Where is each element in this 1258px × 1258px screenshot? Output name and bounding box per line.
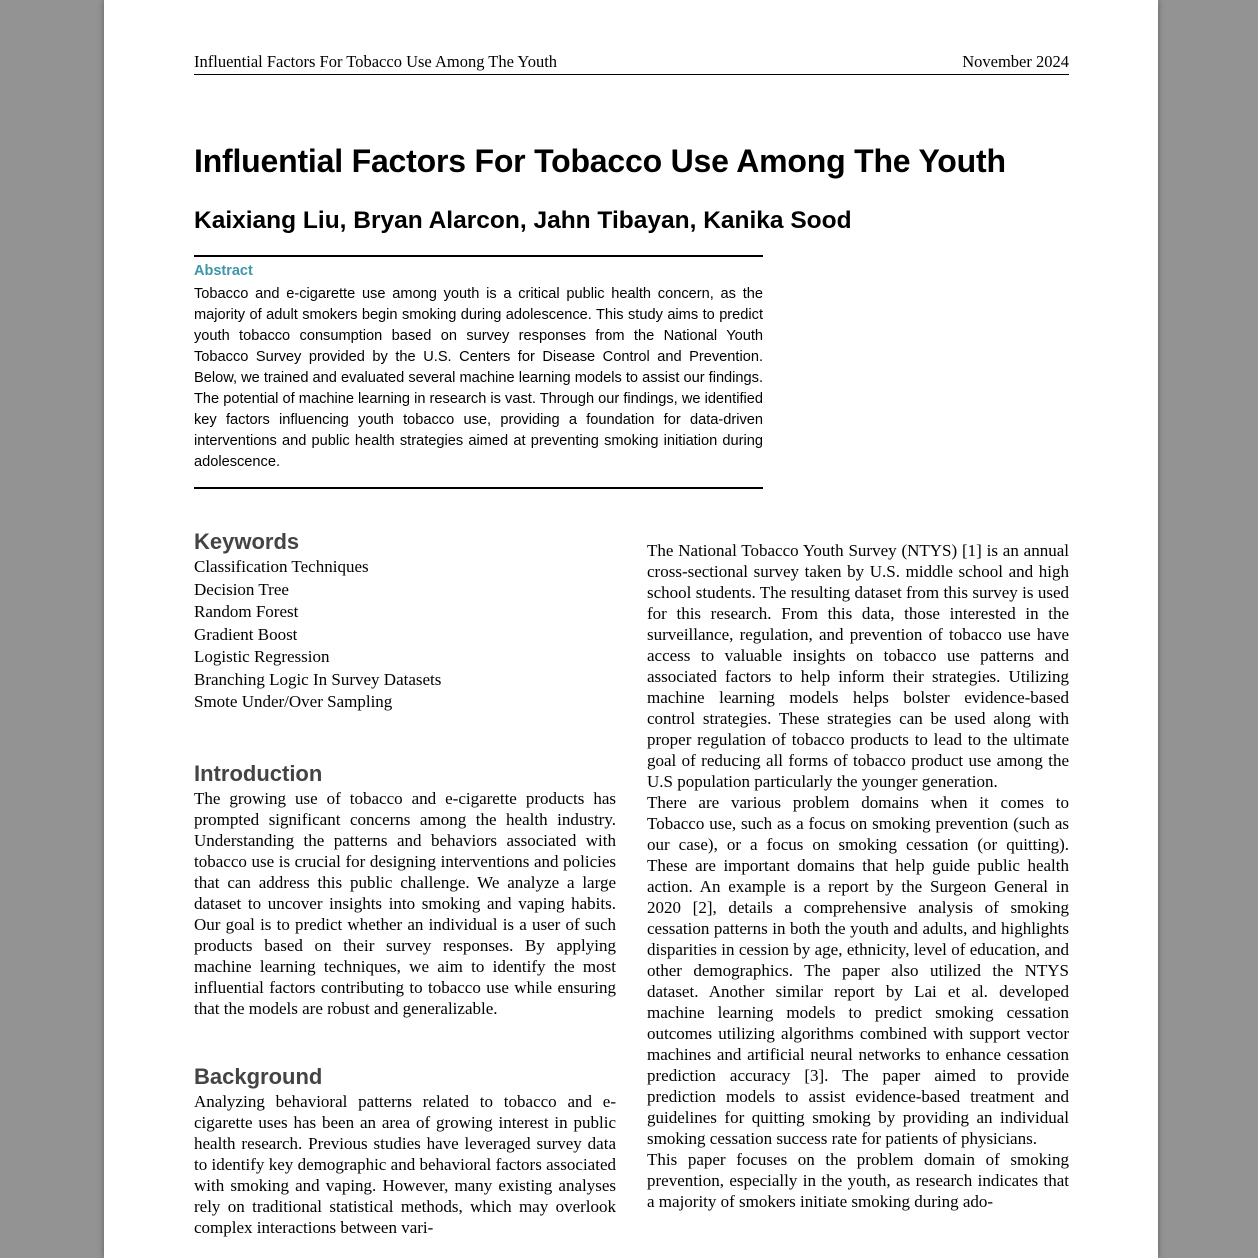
keyword-item: Random Forest	[194, 602, 299, 621]
abstract-bottom-rule	[194, 487, 763, 489]
left-column	[194, 528, 616, 1238]
abstract-label: Abstract	[194, 263, 253, 279]
introduction-heading: Introduction	[194, 760, 323, 786]
keywords-list	[194, 556, 616, 714]
background-text: Analyzing behavioral patterns related to tobacco and e-cigarette uses has been an area of growing interest in public health research. Previous studies have leveraged survey data to identify key demographic and behavioral factors associated with smoking and vaping. However, many existing analyses rely on traditional statistical methods, which may overlook complex interactions between vari-	[194, 1091, 616, 1237]
paper-title: Influential Factors For Tobacco Use Among The Youth	[194, 143, 1006, 179]
keyword-item: Decision Tree	[194, 579, 289, 599]
body-paragraph: This paper focuses on the problem domain of smoking prevention, especially in the youth, as research indicates that a majority of smokers initiate smoking during ado-	[647, 1150, 1069, 1211]
keyword-item: Logistic Regression	[194, 647, 330, 666]
running-title: Influential Factors For Tobacco Use Among The Youth	[194, 52, 558, 71]
keyword-item: Classification Techniques	[194, 557, 369, 576]
right-column	[647, 540, 1069, 1212]
abstract-text: Tobacco and e-cigarette use among youth is a critical public health concern, as the majority of adult smokers begin smoking during adolescence. This study aims to predict youth tobacco consumption based on survey responses from the National Youth Tobacco Survey provided by the U.S. Centers for Disease Control and Prevention. Below, we trained and evaluated several machine learning models to assist our findings. The potential of machine learning in research is vast. Through our findings, we identified key factors influencing youth tobacco use, providing a foundation for data-driven interventions and public health strategies aimed at preventing smoking initiation during adolescence.	[194, 286, 763, 470]
running-header	[194, 52, 1069, 75]
keywords-heading: Keywords	[194, 529, 300, 554]
author-list: Kaixiang Liu, Bryan Alarcon, Jahn Tibayan, Kanika Sood	[194, 207, 852, 234]
body-paragraph: There are various problem domains when it comes to Tobacco use, such as a focus on smoking prevention (such as our case), or a focus on smoking cessation (or quitting). These are important domains that help guide public health action. An example is a report by the Surgeon General in 2020 [2], details a comprehensive analysis of smoking cessation patterns in both the youth and adults, and highlights disparities in cession by age, ethnicity, level of education, and other demographics. The paper also utilized the NTYS dataset. Another similar report by Lai et al. developed machine learning models to predict smoking cessation outcomes utilizing algorithms combined with support vector machines and artificial neural networks to enhance cessation prediction accuracy [3]. The paper aimed to provide prediction models to assist evidence-based treatment and guidelines for quitting smoking by providing an individual smoking cessation success rate for patients of physicians.	[647, 793, 1069, 1148]
paper-page	[104, 0, 1158, 1258]
body-paragraph: The National Tobacco Youth Survey (NTYS) [1] is an annual cross-sectional survey taken by U.S. middle school and high school students. The resulting dataset from this survey is used for this research. From this data, those interested in the surveillance, regulation, and prevention of tobacco use have access to valuable insights on tobacco use patterns and associated factors to help inform their strategies. Utilizing machine learning models helps bolster evidence-based control strategies. These strategies can be used along with proper regulation of tobacco products to lead to the ultimate goal of reducing all forms of tobacco product use among the U.S population particularly the younger generation.	[647, 541, 1069, 791]
background-heading: Background	[194, 1063, 323, 1089]
keyword-item: Smote Under/Over Sampling	[194, 692, 393, 711]
keyword-item: Gradient Boost	[194, 624, 298, 644]
introduction-text: The growing use of tobacco and e-cigarette products has prompted significant concerns among the health industry. Understanding the patterns and behaviors associated with tobacco use is crucial for designing interventions and policies that can address this public challenge. We analyze a large dataset to uncover insights into smoking and vaping habits. Our goal is to predict whether an individual is a user of such products based on their survey responses. By applying machine learning techniques, we aim to identify the most influential factors contributing to tobacco use while ensuring that the models are robust and generalizable.	[194, 788, 616, 1018]
abstract-top-rule	[194, 255, 763, 257]
keyword-item: Branching Logic In Survey Datasets	[194, 669, 442, 689]
header-date: November 2024	[962, 52, 1069, 71]
